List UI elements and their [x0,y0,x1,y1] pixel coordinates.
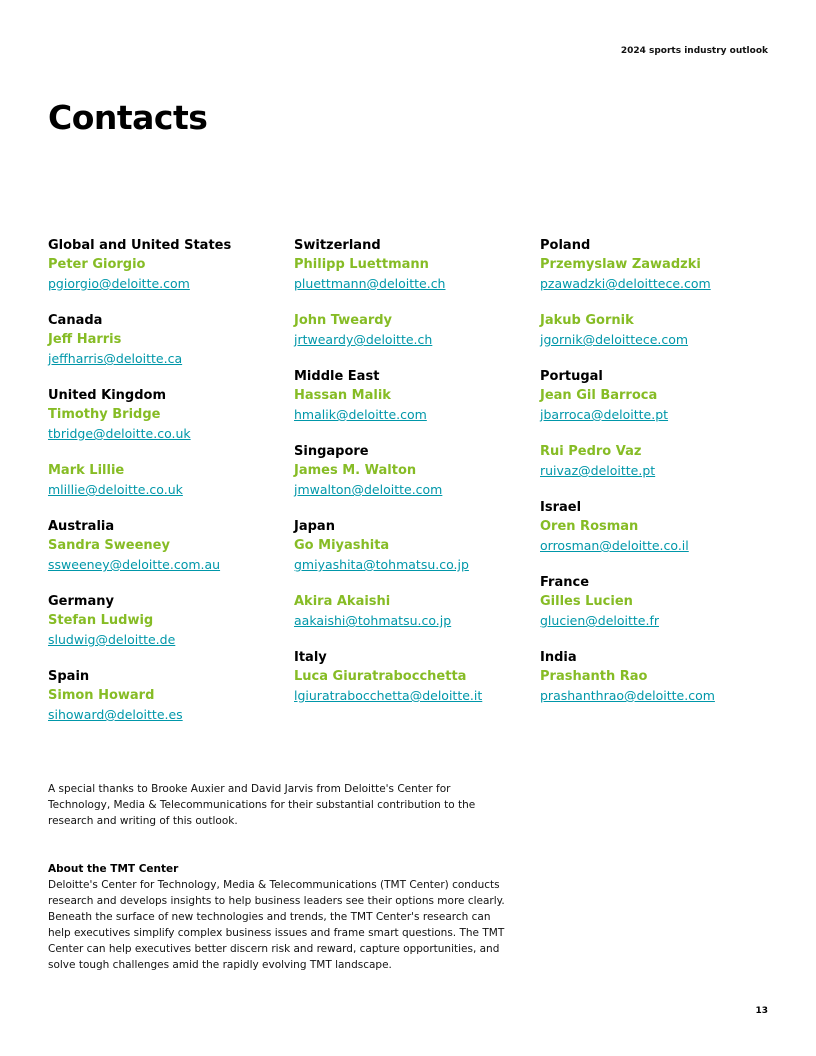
contact-region: Germany [48,594,114,609]
contact-entry [294,312,534,368]
contact-entry [540,368,780,443]
contact-entry [48,593,288,668]
contact-region: Italy [294,650,327,665]
contact-region: Portugal [540,369,603,384]
contact-entry [540,443,780,499]
contact-name: Philipp Luettmann [294,257,429,272]
contact-name: Akira Akaishi [294,594,391,609]
contact-email-link[interactable]: orrosman@deloitte.co.il [540,538,689,553]
contact-name: Rui Pedro Vaz [540,444,642,459]
contact-region: France [540,575,590,590]
contact-name: Przemyslaw Zawadzki [540,257,701,272]
contact-name: Luca Giuratrabocchetta [294,669,467,684]
contact-name: Peter Giorgio [48,257,146,272]
contact-email-link[interactable]: glucien@deloitte.fr [540,613,660,628]
contact-name: Mark Lillie [48,463,125,478]
contact-email-link[interactable]: pzawadzki@deloittece.com [540,276,711,291]
contact-entry [48,312,288,387]
contact-entry [294,368,534,443]
contact-region: Japan [294,519,335,534]
contact-email-link[interactable]: jbarroca@deloitte.pt [540,407,669,422]
contact-email-link[interactable]: hmalik@deloitte.com [294,407,427,422]
contact-region: Singapore [294,444,369,459]
page-title: Contacts [48,98,208,137]
contact-name: Go Miyashita [294,538,390,553]
contact-email-link[interactable]: pgiorgio@deloitte.com [48,276,190,291]
contact-email-link[interactable]: jmwalton@deloitte.com [294,482,443,497]
contact-entry [48,462,288,518]
contact-email-link[interactable]: jeffharris@deloitte.ca [48,351,183,366]
contact-email-link[interactable]: gmiyashita@tohmatsu.co.jp [294,557,469,572]
contact-region: Poland [540,238,591,253]
contact-email-link[interactable]: lgiuratrabocchetta@deloitte.it [294,688,483,703]
contact-region: Israel [540,500,582,515]
page-number: 13 [755,1006,768,1016]
about-heading: About the TMT Center [48,863,179,875]
contact-name: James M. Walton [294,463,417,478]
contact-name: Sandra Sweeney [48,538,170,553]
contact-email-link[interactable]: tbridge@deloitte.co.uk [48,426,191,441]
contact-entry [48,387,288,462]
contact-entry [294,443,534,518]
contact-email-link[interactable]: ruivaz@deloitte.pt [540,463,656,478]
contact-region: Canada [48,313,103,328]
about-paragraph: Deloitte's Center for Technology, Media & Telecommunications (TMT Center) conducts research and develops insights to help business leaders see their options more clearly. Beneath the surface of new technologies and trends, the TMT Center's research can help executives simplify complex business issues and frame smart questions. The TMT Center can help executives better discern risk and reward, capture opportunities, and solve tough challenges amid the rapidly evolving TMT landscape. [48,879,505,971]
contact-email-link[interactable]: jrtweardy@deloitte.ch [294,332,433,347]
contact-name: John Tweardy [294,313,393,328]
contact-email-link[interactable]: sludwig@deloitte.de [48,632,176,647]
contact-region: United Kingdom [48,388,167,403]
contact-entry [294,593,534,649]
contact-email-link[interactable]: pluettmann@deloitte.ch [294,276,446,291]
contact-entry [48,237,288,312]
document-header-title: 2024 sports industry outlook [620,46,768,56]
contact-email-link[interactable]: prashanthrao@deloitte.com [540,688,715,703]
contacts-column-2 [294,237,534,724]
contacts-column-1 [48,237,288,743]
contact-entry [540,237,780,312]
contact-email-link[interactable]: ssweeney@deloitte.com.au [48,557,221,572]
contact-entry [294,518,534,593]
contact-entry [48,668,288,743]
contact-entry [540,649,780,724]
contact-region: India [540,650,577,665]
contact-entry [540,574,780,649]
contact-email-link[interactable]: aakaishi@tohmatsu.co.jp [294,613,452,628]
contact-name: Gilles Lucien [540,594,633,609]
contact-name: Timothy Bridge [48,407,161,422]
contact-email-link[interactable]: sihoward@deloitte.es [48,707,183,722]
contact-name: Stefan Ludwig [48,613,154,628]
contact-name: Jakub Gornik [540,313,634,328]
contact-email-link[interactable]: mlillie@deloitte.co.uk [48,482,183,497]
contact-region: Middle East [294,369,380,384]
contact-email-link[interactable]: jgornik@deloittece.com [540,332,689,347]
contact-name: Simon Howard [48,688,155,703]
contact-name: Oren Rosman [540,519,639,534]
contact-entry [294,237,534,312]
contact-entry [540,499,780,574]
contact-region: Global and United States [48,238,232,253]
contact-entry [48,518,288,593]
contact-entry [294,649,534,724]
contact-region: Australia [48,519,115,534]
contact-region: Switzerland [294,238,381,253]
contact-name: Prashanth Rao [540,669,648,684]
contacts-column-3 [540,237,780,724]
contact-entry [540,312,780,368]
contact-name: Jean Gil Barroca [540,388,658,403]
contact-name: Hassan Malik [294,388,391,403]
contact-name: Jeff Harris [48,332,122,347]
acknowledgement-text: A special thanks to Brooke Auxier and David Jarvis from Deloitte's Center for Technology, Media & Telecommunications for their substantial contribution to the research and writing of this outlook. [48,783,476,827]
contact-region: Spain [48,669,90,684]
